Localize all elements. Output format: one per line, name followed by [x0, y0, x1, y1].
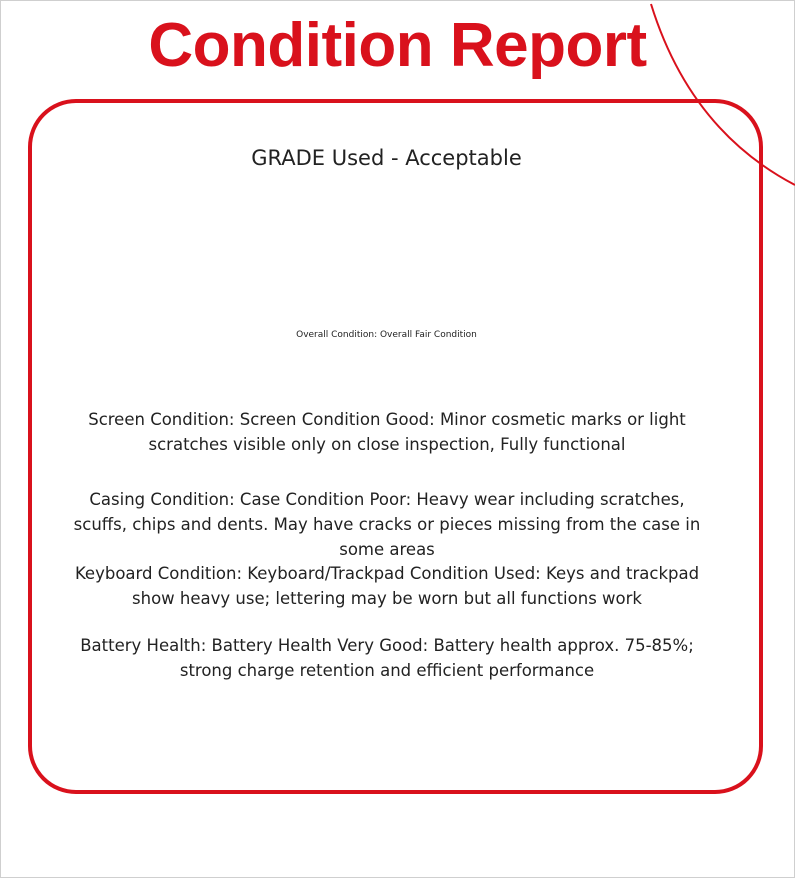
- keyboard-condition: Keyboard Condition: Keyboard/Trackpad Condition Used: Keys and trackpad show heavy use; lettering may be worn but all functions work: [74, 564, 700, 608]
- page-title: Condition Report: [148, 11, 647, 80]
- grade-label: GRADE Used - Acceptable: [251, 146, 522, 170]
- battery-health: Battery Health: Battery Health Very Good: Battery health approx. 75-85%; strong charge retention and efficient performance: [80, 636, 694, 680]
- screen-condition: Screen Condition: Screen Condition Good: Minor cosmetic marks or light scratches visible only on close inspection, Fully functional: [88, 410, 686, 454]
- overall-condition: Overall Condition: Overall Fair Condition: [296, 330, 477, 340]
- casing-condition: Casing Condition: Case Condition Poor: Heavy wear including scratches, scuffs, chips and dents. May have cracks or pieces missing from the case in some areas: [73, 490, 701, 559]
